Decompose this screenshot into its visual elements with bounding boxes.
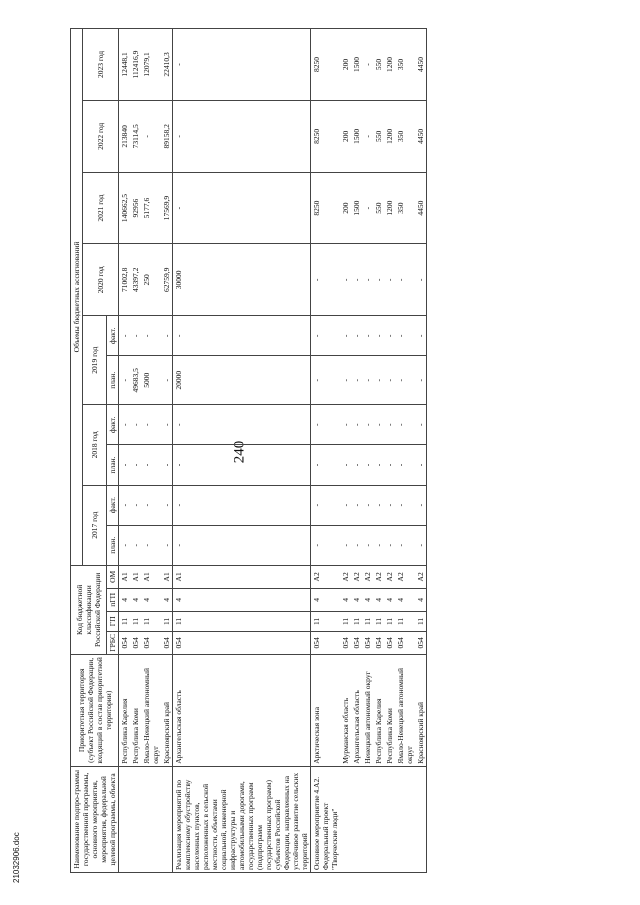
cell-y21: 92956 bbox=[130, 172, 141, 244]
cell-om: А1 bbox=[173, 565, 311, 588]
header-2018: 2018 год bbox=[83, 405, 107, 485]
cell-p18: - bbox=[161, 445, 173, 485]
cell-f19: - bbox=[415, 316, 427, 356]
cell-y22: - bbox=[141, 100, 161, 172]
cell-name bbox=[119, 766, 131, 872]
cell-y23: - bbox=[173, 29, 311, 101]
cell-f18: - bbox=[362, 405, 373, 445]
cell-gp: 11 bbox=[130, 611, 141, 631]
cell-y20: - bbox=[373, 244, 384, 316]
table-row bbox=[351, 29, 362, 873]
cell-y22: 73114,5 bbox=[130, 100, 141, 172]
cell-f18: - bbox=[340, 405, 351, 445]
cell-f17: - bbox=[351, 485, 362, 525]
table-row bbox=[395, 29, 415, 873]
cell-territory: Республика Карелия bbox=[119, 654, 131, 766]
table-row bbox=[130, 29, 141, 873]
cell-name bbox=[130, 766, 141, 872]
cell-y20: - bbox=[311, 244, 341, 316]
cell-gp: 11 bbox=[161, 611, 173, 631]
cell-territory: Мурманская область bbox=[340, 654, 351, 766]
cell-y23: 22410,3 bbox=[161, 29, 173, 101]
header-volumes: Объемы бюджетных ассигнований bbox=[71, 29, 83, 566]
header-2021: 2021 год bbox=[83, 172, 119, 244]
cell-f19: - bbox=[351, 316, 362, 356]
cell-territory: Красноярский край bbox=[415, 654, 427, 766]
header-om: ОМ bbox=[107, 565, 119, 588]
cell-y21: 4450 bbox=[415, 172, 427, 244]
cell-om: А1 bbox=[141, 565, 161, 588]
cell-f18: - bbox=[384, 405, 395, 445]
cell-om: А2 bbox=[362, 565, 373, 588]
cell-pgp: 4 bbox=[130, 588, 141, 611]
cell-y21: 1200 bbox=[384, 172, 395, 244]
cell-p17: - bbox=[173, 525, 311, 565]
cell-grbs: 054 bbox=[351, 631, 362, 654]
cell-y22: - bbox=[362, 100, 373, 172]
cell-f19: - bbox=[161, 316, 173, 356]
cell-p18: - bbox=[415, 445, 427, 485]
cell-y21: 200 bbox=[340, 172, 351, 244]
cell-p19: 5000 bbox=[141, 356, 161, 405]
cell-y21: 8250 bbox=[311, 172, 341, 244]
cell-f19: - bbox=[373, 316, 384, 356]
table-row bbox=[311, 29, 341, 873]
header-name: Наименование подпро-граммы государственной программы, основного мероприятия, мероприятия, федеральной целевой программы, объекта bbox=[71, 766, 119, 872]
cell-gp: 11 bbox=[173, 611, 311, 631]
cell-p17: - bbox=[362, 525, 373, 565]
cell-f18: - bbox=[130, 405, 141, 445]
header-budget-code: Код бюджетной классификации Российской Федерации bbox=[71, 565, 107, 654]
budget-table bbox=[70, 28, 427, 873]
header-2019: 2019 год bbox=[83, 316, 107, 405]
cell-y21: 140662,5 bbox=[119, 172, 131, 244]
cell-om: А2 bbox=[384, 565, 395, 588]
cell-y20: - bbox=[340, 244, 351, 316]
cell-f18: - bbox=[415, 405, 427, 445]
cell-p18: - bbox=[173, 445, 311, 485]
cell-p19: - bbox=[351, 356, 362, 405]
cell-f19: - bbox=[340, 316, 351, 356]
cell-y20: 250 bbox=[141, 244, 161, 316]
cell-om: А2 bbox=[373, 565, 384, 588]
cell-f17: - bbox=[373, 485, 384, 525]
header-fact-2019: факт. bbox=[107, 316, 119, 356]
cell-om: А2 bbox=[340, 565, 351, 588]
cell-y22: 350 bbox=[395, 100, 415, 172]
cell-y23: - bbox=[362, 29, 373, 101]
cell-y23: 112416,9 bbox=[130, 29, 141, 101]
header-plan-2019: план. bbox=[107, 356, 119, 405]
cell-territory: Республика Коми bbox=[130, 654, 141, 766]
cell-y21: 17569,9 bbox=[161, 172, 173, 244]
cell-f19: - bbox=[384, 316, 395, 356]
cell-name bbox=[415, 766, 427, 872]
cell-p17: - bbox=[351, 525, 362, 565]
cell-y21: 550 bbox=[373, 172, 384, 244]
cell-f18: - bbox=[119, 405, 131, 445]
cell-p17: - bbox=[119, 525, 131, 565]
cell-territory: Ямало-Ненецкий автономный округ bbox=[395, 654, 415, 766]
cell-y21: 1500 bbox=[351, 172, 362, 244]
cell-gp: 11 bbox=[141, 611, 161, 631]
cell-p19: - bbox=[395, 356, 415, 405]
table-row bbox=[373, 29, 384, 873]
cell-f18: - bbox=[373, 405, 384, 445]
cell-grbs: 054 bbox=[395, 631, 415, 654]
cell-grbs: 054 bbox=[340, 631, 351, 654]
cell-p19: - bbox=[362, 356, 373, 405]
cell-y22: 4450 bbox=[415, 100, 427, 172]
header-2020: 2020 год bbox=[83, 244, 119, 316]
cell-p18: - bbox=[384, 445, 395, 485]
cell-y23: 12079,1 bbox=[141, 29, 161, 101]
cell-y22: 213840 bbox=[119, 100, 131, 172]
cell-pgp: 4 bbox=[351, 588, 362, 611]
cell-f17: - bbox=[173, 485, 311, 525]
cell-gp: 11 bbox=[384, 611, 395, 631]
cell-y20: - bbox=[384, 244, 395, 316]
cell-territory: Республика Карелия bbox=[373, 654, 384, 766]
cell-name bbox=[384, 766, 395, 872]
cell-pgp: 4 bbox=[362, 588, 373, 611]
cell-f19: - bbox=[395, 316, 415, 356]
table-row bbox=[173, 29, 311, 873]
cell-gp: 11 bbox=[395, 611, 415, 631]
cell-pgp: 4 bbox=[161, 588, 173, 611]
cell-f19: - bbox=[130, 316, 141, 356]
cell-f19: - bbox=[311, 316, 341, 356]
cell-p17: - bbox=[395, 525, 415, 565]
cell-y20: - bbox=[395, 244, 415, 316]
cell-f18: - bbox=[351, 405, 362, 445]
cell-f17: - bbox=[130, 485, 141, 525]
budget-table-container bbox=[70, 28, 625, 873]
cell-p18: - bbox=[141, 445, 161, 485]
cell-territory: Арктическая зона bbox=[311, 654, 341, 766]
cell-p18: - bbox=[373, 445, 384, 485]
cell-f18: - bbox=[141, 405, 161, 445]
cell-y20: 30000 bbox=[173, 244, 311, 316]
cell-p17: - bbox=[340, 525, 351, 565]
cell-f17: - bbox=[161, 485, 173, 525]
cell-y20: 71002,8 bbox=[119, 244, 131, 316]
cell-y21: - bbox=[362, 172, 373, 244]
cell-territory: Ненецкий автономный округ bbox=[362, 654, 373, 766]
cell-p19: - bbox=[311, 356, 341, 405]
cell-name: Основное мероприятие 4.А2. Федеральный проект "Творческие люди" bbox=[311, 766, 341, 872]
header-2017: 2017 год bbox=[83, 485, 107, 565]
cell-pgp: 4 bbox=[311, 588, 341, 611]
header-grbs: ГРБС bbox=[107, 631, 119, 654]
cell-y22: 550 bbox=[373, 100, 384, 172]
cell-gp: 11 bbox=[373, 611, 384, 631]
cell-f18: - bbox=[161, 405, 173, 445]
cell-f19: - bbox=[173, 316, 311, 356]
cell-om: А1 bbox=[130, 565, 141, 588]
cell-p17: - bbox=[161, 525, 173, 565]
cell-om: А2 bbox=[311, 565, 341, 588]
cell-gp: 11 bbox=[311, 611, 341, 631]
header-territory: Приоритетная территория (субъект Российской Федерации, входящий в состав приоритетной территории) bbox=[71, 654, 119, 766]
cell-y20: 43397,2 bbox=[130, 244, 141, 316]
cell-pgp: 4 bbox=[141, 588, 161, 611]
cell-y23: 12448,1 bbox=[119, 29, 131, 101]
cell-grbs: 054 bbox=[119, 631, 131, 654]
cell-y23: 4450 bbox=[415, 29, 427, 101]
cell-name: Реализация мероприятий по комплексному обустройству населенных пунктов, расположенных в сельской местности, объектами социальной, инженерной инфраструктуры и автомобильными дорогами, государственных программ (подпрограмм государственных программ) субъектов Российской Федерации, направленных на устойчивое развитие сельских территорий bbox=[173, 766, 311, 872]
cell-name bbox=[395, 766, 415, 872]
cell-name bbox=[161, 766, 173, 872]
cell-p18: - bbox=[119, 445, 131, 485]
cell-grbs: 054 bbox=[130, 631, 141, 654]
cell-f19: - bbox=[141, 316, 161, 356]
cell-p18: - bbox=[311, 445, 341, 485]
cell-gp: 11 bbox=[340, 611, 351, 631]
cell-p17: - bbox=[384, 525, 395, 565]
header-gp: ГП bbox=[107, 611, 119, 631]
cell-f17: - bbox=[362, 485, 373, 525]
cell-p19: - bbox=[415, 356, 427, 405]
cell-f17: - bbox=[141, 485, 161, 525]
cell-p19: 49683,5 bbox=[130, 356, 141, 405]
header-pgp: пГП bbox=[107, 588, 119, 611]
cell-y22: 1500 bbox=[351, 100, 362, 172]
cell-territory: Архангельская область bbox=[173, 654, 311, 766]
cell-y22: 89158,2 bbox=[161, 100, 173, 172]
cell-grbs: 054 bbox=[141, 631, 161, 654]
table-body bbox=[119, 29, 427, 873]
cell-om: А2 bbox=[395, 565, 415, 588]
cell-name bbox=[141, 766, 161, 872]
cell-name bbox=[362, 766, 373, 872]
table-row bbox=[384, 29, 395, 873]
cell-f18: - bbox=[173, 405, 311, 445]
cell-f17: - bbox=[311, 485, 341, 525]
cell-gp: 11 bbox=[362, 611, 373, 631]
cell-p17: - bbox=[415, 525, 427, 565]
cell-pgp: 4 bbox=[340, 588, 351, 611]
cell-y20: 62759,9 bbox=[161, 244, 173, 316]
cell-pgp: 4 bbox=[373, 588, 384, 611]
cell-y23: 8250 bbox=[311, 29, 341, 101]
cell-pgp: 4 bbox=[119, 588, 131, 611]
cell-p17: - bbox=[373, 525, 384, 565]
cell-y21: 5177,6 bbox=[141, 172, 161, 244]
cell-f18: - bbox=[311, 405, 341, 445]
cell-pgp: 4 bbox=[395, 588, 415, 611]
cell-name bbox=[340, 766, 351, 872]
page-number: 240 bbox=[231, 440, 248, 464]
cell-grbs: 054 bbox=[173, 631, 311, 654]
cell-y22: 200 bbox=[340, 100, 351, 172]
cell-name bbox=[373, 766, 384, 872]
cell-gp: 11 bbox=[119, 611, 131, 631]
cell-om: А2 bbox=[351, 565, 362, 588]
cell-grbs: 054 bbox=[384, 631, 395, 654]
cell-p18: - bbox=[395, 445, 415, 485]
cell-f17: - bbox=[340, 485, 351, 525]
table-row bbox=[415, 29, 427, 873]
footer-filename: 21032906.doc bbox=[12, 832, 21, 883]
cell-p19: - bbox=[119, 356, 131, 405]
cell-y22: 8250 bbox=[311, 100, 341, 172]
cell-y20: - bbox=[362, 244, 373, 316]
cell-y22: - bbox=[173, 100, 311, 172]
cell-p17: - bbox=[141, 525, 161, 565]
cell-grbs: 054 bbox=[415, 631, 427, 654]
cell-p18: - bbox=[340, 445, 351, 485]
cell-f19: - bbox=[119, 316, 131, 356]
table-row bbox=[119, 29, 131, 873]
cell-p19: - bbox=[161, 356, 173, 405]
cell-p18: - bbox=[351, 445, 362, 485]
header-fact-2017: факт. bbox=[107, 485, 119, 525]
cell-name bbox=[351, 766, 362, 872]
cell-f18: - bbox=[395, 405, 415, 445]
cell-p19: - bbox=[384, 356, 395, 405]
cell-f17: - bbox=[384, 485, 395, 525]
cell-y23: 350 bbox=[395, 29, 415, 101]
cell-grbs: 054 bbox=[311, 631, 341, 654]
cell-f17: - bbox=[415, 485, 427, 525]
cell-gp: 11 bbox=[415, 611, 427, 631]
cell-om: А2 bbox=[415, 565, 427, 588]
cell-territory: Республика Коми bbox=[384, 654, 395, 766]
cell-pgp: 4 bbox=[384, 588, 395, 611]
cell-y20: - bbox=[351, 244, 362, 316]
cell-y23: 200 bbox=[340, 29, 351, 101]
table-row bbox=[340, 29, 351, 873]
cell-y20: - bbox=[415, 244, 427, 316]
header-plan-2018: план. bbox=[107, 445, 119, 485]
cell-pgp: 4 bbox=[415, 588, 427, 611]
table-row bbox=[362, 29, 373, 873]
cell-om: А1 bbox=[161, 565, 173, 588]
header-2023: 2023 год bbox=[83, 29, 119, 101]
header-plan-2017: план. bbox=[107, 525, 119, 565]
cell-territory: Ямало-Ненецкий автономный округ bbox=[141, 654, 161, 766]
header-fact-2018: факт. bbox=[107, 405, 119, 445]
cell-p19: - bbox=[373, 356, 384, 405]
cell-f17: - bbox=[395, 485, 415, 525]
cell-territory: Архангельская область bbox=[351, 654, 362, 766]
cell-grbs: 054 bbox=[161, 631, 173, 654]
cell-f19: - bbox=[362, 316, 373, 356]
cell-y23: 1500 bbox=[351, 29, 362, 101]
cell-f17: - bbox=[119, 485, 131, 525]
cell-p17: - bbox=[311, 525, 341, 565]
cell-grbs: 054 bbox=[373, 631, 384, 654]
table-row bbox=[141, 29, 161, 873]
table-row bbox=[161, 29, 173, 873]
cell-pgp: 4 bbox=[173, 588, 311, 611]
cell-grbs: 054 bbox=[362, 631, 373, 654]
cell-p19: - bbox=[340, 356, 351, 405]
cell-p19: 20000 bbox=[173, 356, 311, 405]
cell-y21: 350 bbox=[395, 172, 415, 244]
cell-gp: 11 bbox=[351, 611, 362, 631]
cell-y21: - bbox=[173, 172, 311, 244]
cell-y23: 1200 bbox=[384, 29, 395, 101]
header-2022: 2022 год bbox=[83, 100, 119, 172]
cell-p17: - bbox=[130, 525, 141, 565]
cell-territory: Красноярский край bbox=[161, 654, 173, 766]
cell-y23: 550 bbox=[373, 29, 384, 101]
cell-p18: - bbox=[130, 445, 141, 485]
cell-y22: 1200 bbox=[384, 100, 395, 172]
cell-om: А1 bbox=[119, 565, 131, 588]
cell-p18: - bbox=[362, 445, 373, 485]
